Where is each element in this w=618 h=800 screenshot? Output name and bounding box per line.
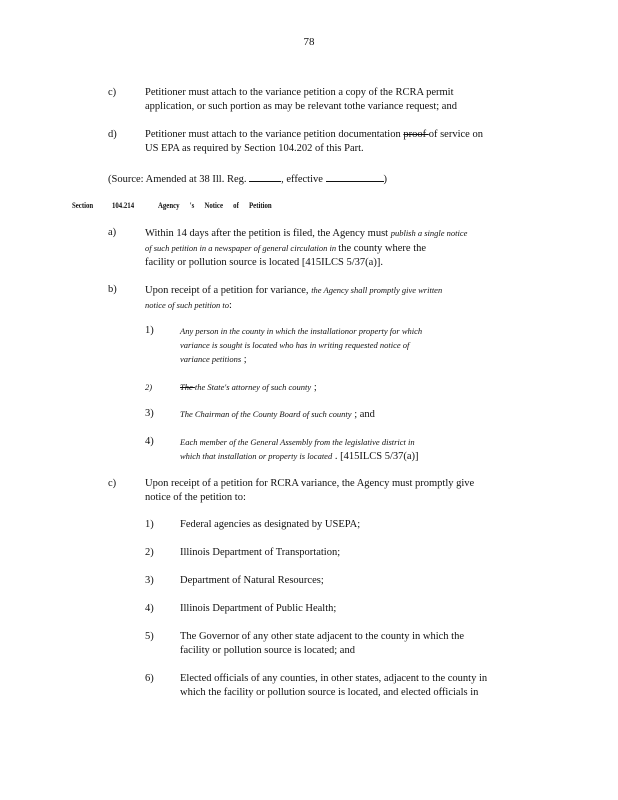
item-c-line1: Petitioner must attach to the variance petition a copy of the RCRA permit — [145, 87, 454, 98]
sec-a-line2b: the county where the — [338, 243, 427, 254]
source-note — [108, 171, 528, 187]
sec-c-item-4: Illinois Department of Public Health; — [180, 603, 337, 614]
sec-b-item-4-end: . [415ILCS 5/37(a)] — [334, 451, 419, 462]
sec-b-item-2-text: the State's attorney of such county — [194, 382, 312, 392]
sec-b-item-3-num: 3) — [145, 408, 154, 419]
sec-c-item-6-line2: which the facility or pollution source is located, and elected officials in — [180, 687, 479, 698]
sec-c-item-5-line1: The Governor of any other state adjacent to the county in which the — [180, 631, 464, 642]
page-number: 78 — [303, 36, 315, 48]
sec-b-item-2-num: 2) — [145, 382, 153, 392]
sec-b-line2-italic: notice of such petition to — [145, 300, 230, 310]
sec-c-item-2: Illinois Department of Transportation; — [180, 547, 341, 558]
sec-c-item-5-line2: facility or pollution source is located; and — [180, 645, 355, 656]
sec-a-line1a: Within 14 days after the petition is filed, the Agency must — [145, 228, 391, 239]
source-prefix: (Source: Amended at 38 Ill. Reg. — [108, 174, 250, 185]
sec-b-line2b: : — [229, 300, 232, 311]
sec-b-item-4-line2: which that installation or property is located — [180, 451, 333, 461]
item-c-line2: application, or such portion as may be relevant tothe variance request; and — [145, 101, 457, 112]
source-middle: , effective — [281, 174, 326, 185]
sec-b-item-4 — [180, 435, 532, 464]
sec-c-item-2-num: 2) — [145, 547, 154, 558]
sec-b-label: b) — [108, 284, 117, 295]
sec-b-item-2 — [180, 380, 532, 395]
sec-c-item-6-line1: Elected officials of any counties, in other states, adjacent to the county in — [180, 673, 488, 684]
sec-c-item-6 — [180, 672, 532, 700]
sec-b-item-1-end: ; — [243, 354, 247, 365]
item-d-struck-text: proof — [403, 129, 429, 140]
sec-b-item-3 — [180, 407, 532, 422]
sec-b-item-4-line1: Each member of the General Assembly from the legislative district in — [180, 437, 415, 447]
sec-c-item-5-num: 5) — [145, 631, 154, 642]
section-title: Agency 's Notice of Petition — [158, 201, 272, 210]
item-d-line1b: of service on — [428, 129, 483, 140]
item-d-label: d) — [108, 129, 117, 140]
sec-b-item-1-line1: Any person in the county in which the installationor property for which — [180, 326, 423, 336]
section-number: 104.214 — [112, 201, 135, 210]
sec-b-line1a: Upon receipt of a petition for variance, — [145, 285, 312, 296]
sec-c-item-3: Department of Natural Resources; — [180, 575, 324, 586]
section-label: Section — [72, 201, 94, 210]
item-c-text — [145, 86, 527, 114]
sec-c-item-1: Federal agencies as designated by USEPA; — [180, 519, 361, 530]
sec-a-label: a) — [108, 227, 117, 238]
sec-c-label: c) — [108, 478, 117, 489]
item-d-text — [145, 128, 527, 156]
sec-b-item-3-end: ; and — [354, 409, 375, 420]
sec-c-item-3-num: 3) — [145, 575, 154, 586]
sec-c-line1: Upon receipt of a petition for RCRA variance, the Agency must promptly give — [145, 478, 475, 489]
sec-b-item-1-line2: variance is sought is located who has in writing requested notice of — [180, 340, 410, 350]
sec-c-text — [145, 477, 527, 505]
item-c-label: c) — [108, 87, 117, 98]
sec-b-line1-italic: the Agency shall promptly give written — [311, 285, 443, 295]
sec-a-line2-italic: of such petition in a newspaper of general circulation in — [145, 243, 339, 253]
sec-c-item-4-num: 4) — [145, 603, 154, 614]
sec-b-item-2-struck: The — [180, 382, 195, 392]
source-blank-1 — [249, 171, 281, 182]
sec-a-line3: facility or pollution source is located [415ILCS 5/37(a)]. — [145, 257, 383, 268]
sec-c-item-6-num: 6) — [145, 673, 154, 684]
sec-b-item-1-line3: variance petitions — [180, 354, 242, 364]
sec-c-item-1-num: 1) — [145, 519, 154, 530]
sec-b-item-3-text: The Chairman of the County Board of such county — [180, 409, 352, 419]
sec-c-item-5 — [180, 630, 532, 658]
sec-b-item-1-num: 1) — [145, 325, 154, 336]
item-d-line1a: Petitioner must attach to the variance petition documentation — [145, 129, 404, 140]
sec-c-line2: notice of the petition to: — [145, 492, 246, 503]
sec-a-text — [145, 226, 527, 270]
item-d-line2: US EPA as required by Section 104.202 of this Part. — [145, 143, 364, 154]
sec-b-text — [145, 283, 527, 313]
sec-b-item-1 — [180, 324, 532, 367]
sec-a-line1-italic: publish a single notice — [390, 228, 468, 238]
source-suffix: ) — [383, 174, 388, 185]
sec-b-item-2-end: ; — [313, 382, 317, 393]
sec-b-item-4-num: 4) — [145, 436, 154, 447]
source-blank-2 — [326, 171, 384, 182]
